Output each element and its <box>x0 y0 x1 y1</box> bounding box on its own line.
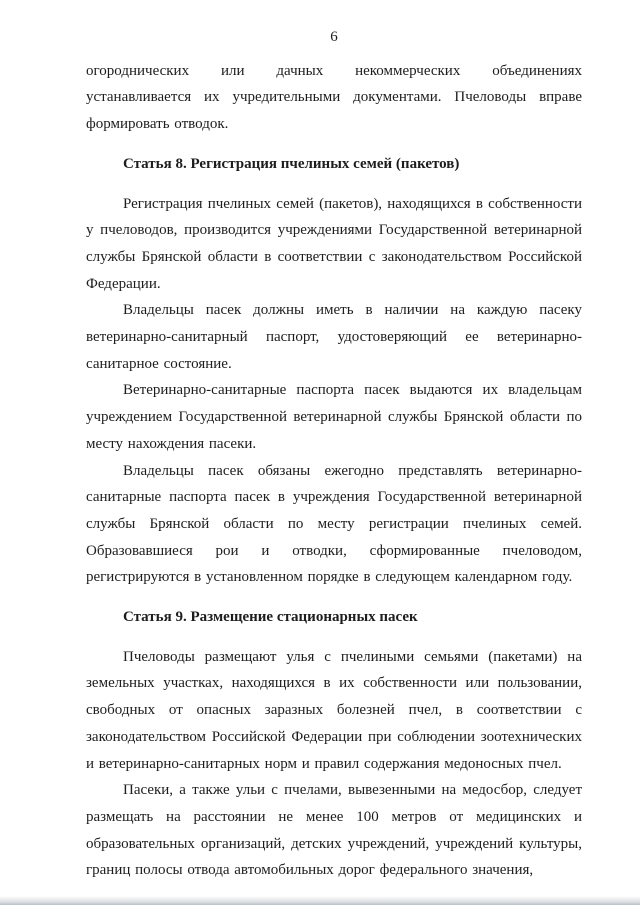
paragraph-continuation: огороднических или дачных некоммерческих объединениях устанавливается их учредительными документами. Пчеловоды вправе формировать отводок. <box>86 62 582 133</box>
article-8-paragraph: Владельцы пасек обязаны ежегодно представлять ветеринарно-санитарные паспорта пасек в учреждения Государственной ветеринарной службы Брянской области по месту регистрации пчелиных семей. Образовавшиеся рои и отводки, сформированные пчеловодом, регистрируются в установленном порядке в следующем календарном году. <box>86 462 582 586</box>
article-9-paragraph: Пасеки, а также ульи с пчелами, вывезенными на медосбор, следует размещать на расстоянии не менее 100 метров от медицинских и образовательных организаций, детских учреждений, учреждений культуры, границ полосы отвода автомобильных дорог федерального значения, <box>86 782 582 879</box>
article-8-paragraph: Регистрация пчелиных семей (пакетов), находящихся в собственности у пчеловодов, производится учреждениями Государственной ветеринарной службы Брянской области в соответствии с законодательством Российской Федерации. <box>86 195 582 292</box>
article-8-paragraph: Ветеринарно-санитарные паспорта пасек выдаются их владельцам учреждением Государственной ветеринарной службы Брянской области по месту нахождения пасеки. <box>86 382 582 452</box>
article-8-paragraph: Владельцы пасек должны иметь в наличии на каждую пасеку ветеринарно-санитарный паспорт, удостоверяющий ее ветеринарно-санитарное состояние. <box>86 302 582 372</box>
article-9-paragraph: Пчеловоды размещают улья с пчелиными семьями (пакетами) на земельных участках, находящихся в их собственности или пользовании, свободных от опасных заразных болезней пчел, в соответствии с законодательством Российской Федерации при соблюдении зоотехнических и ветеринарно-санитарных норм и правил содержания медоносных пчел. <box>86 648 582 772</box>
article-8-heading: Статья 8. Регистрация пчелиных семей (пакетов) <box>123 155 460 172</box>
page-number: 6 <box>330 29 338 45</box>
article-9-heading: Статья 9. Размещение стационарных пасек <box>123 609 418 626</box>
